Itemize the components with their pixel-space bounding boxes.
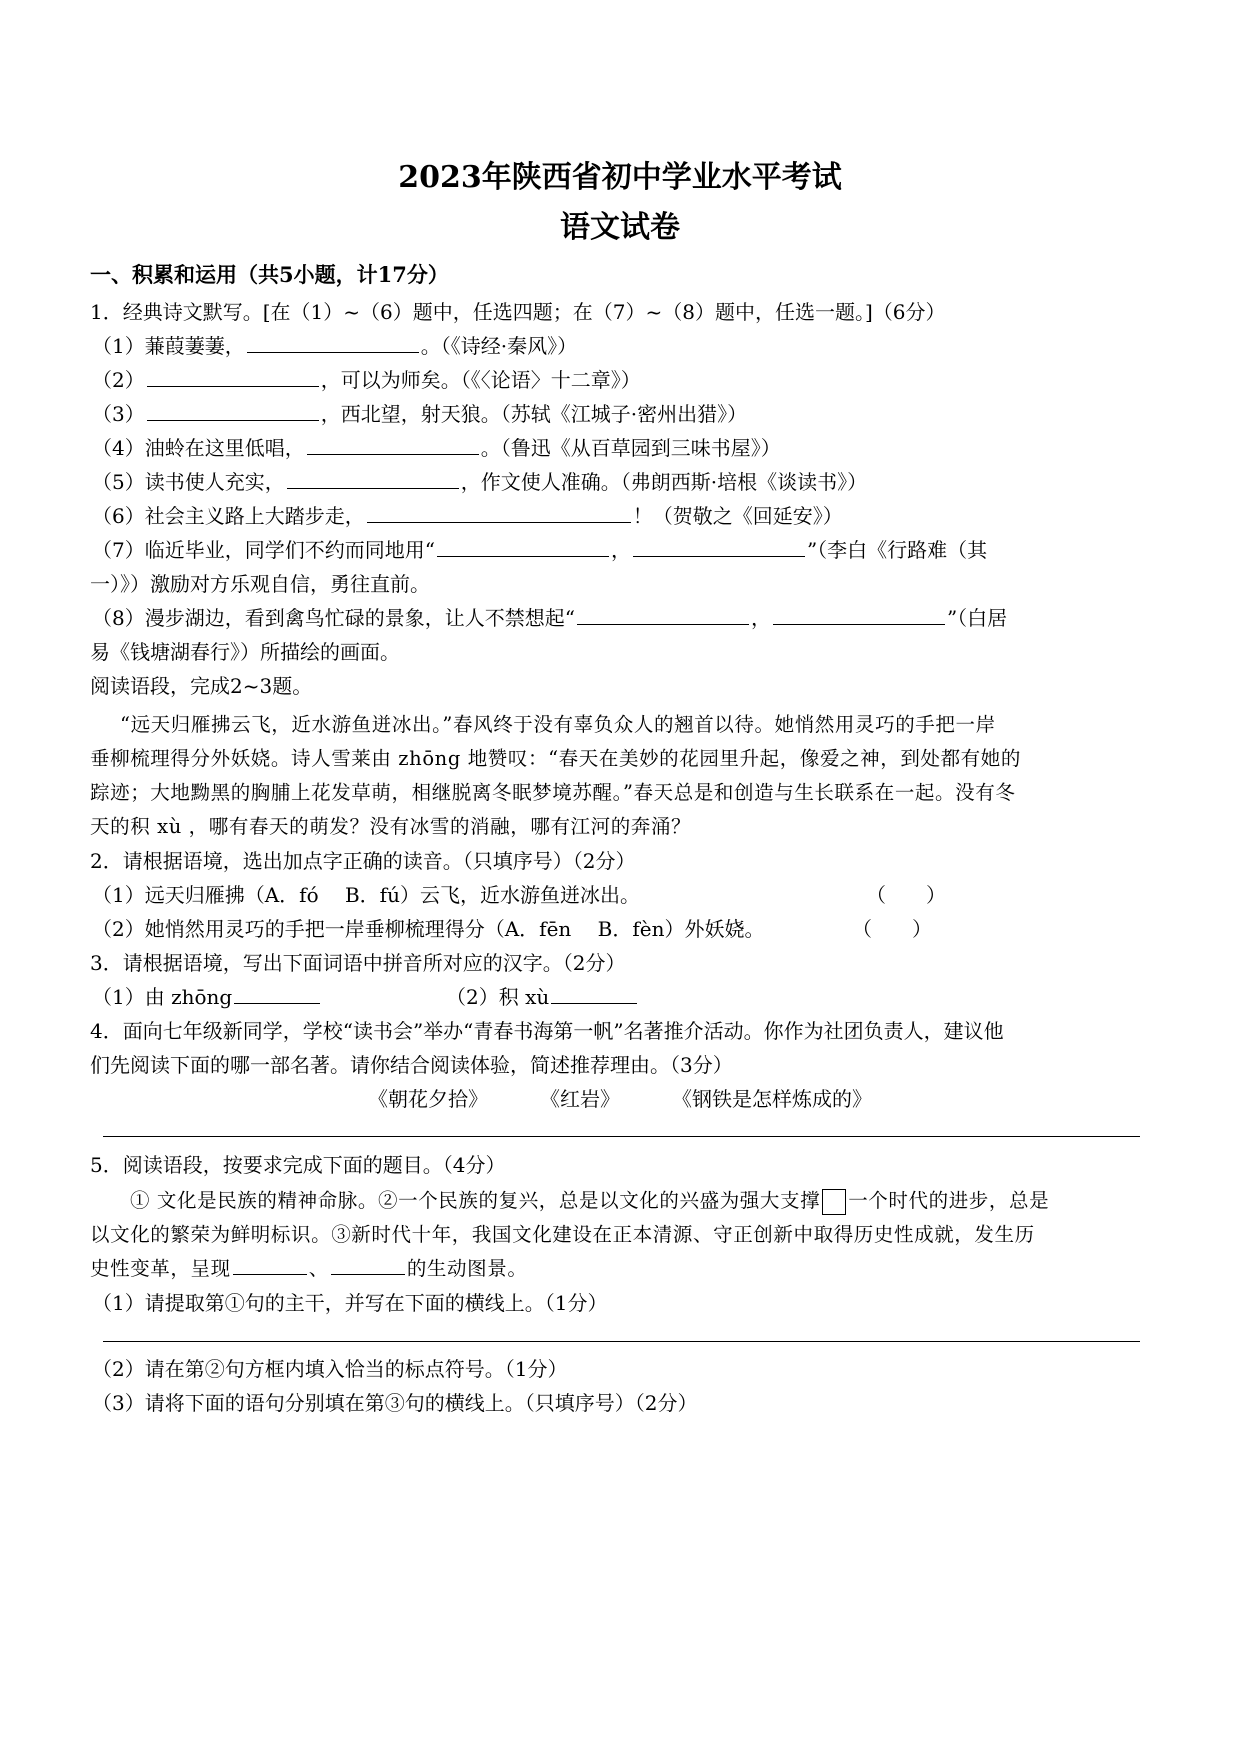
answer-blank[interactable]	[247, 332, 419, 353]
exam-title: 2023年陕西省初中学业水平考试	[398, 160, 842, 195]
q4-book-1: 《朝花夕拾》	[368, 1087, 488, 1111]
q3-item-2: （2）积 xù	[446, 982, 639, 1012]
q4-book-3: 《钢铁是怎样炼成的》	[672, 1087, 872, 1111]
q2-answer-paren-2[interactable]: （ ）	[852, 917, 932, 941]
exam-subtitle: 语文试卷	[560, 210, 680, 245]
answer-blank[interactable]	[437, 536, 609, 557]
q5-sub-3: （3）请将下面的语句分别填在第③句的横线上。（只填序号）（2分）	[92, 1391, 698, 1415]
q1-item-7: （7）临近毕业，同学们不约而同地用“ ， ”（李白《行路难（其	[92, 538, 988, 562]
q5-answer-line[interactable]	[103, 1341, 1140, 1342]
reading-paragraph-line: 垂柳梳理得分外妖娆。诗人雪莱由 zhōng 地赞叹：“春天在美妙的花园里升起，像爱之神，到处都有她的	[90, 747, 1021, 770]
answer-blank[interactable]	[307, 434, 479, 455]
answer-blank[interactable]	[234, 983, 320, 1004]
answer-blank[interactable]	[147, 366, 319, 387]
reading-intro: 阅读语段，完成2~3题。	[90, 674, 313, 698]
reading-paragraph-line: “远天归雁拂云飞，近水游鱼迸冰出。”春风终于没有辜负众人的翘首以待。她悄然用灵巧的手把一岸	[120, 713, 996, 736]
answer-blank[interactable]	[147, 400, 319, 421]
q4-stem-line-1: 4．面向七年级新同学，学校“读书会”举办“青春书海第一帆”名著推介活动。你作为社团负责人，建议他	[90, 1019, 1004, 1043]
answer-blank[interactable]	[287, 468, 459, 489]
q1-item-8-cont: 易《钱塘湖春行》）所描绘的画面。	[90, 640, 400, 664]
q1-stem: 1．经典诗文默写。[在（1）~（6）题中，任选四题；在（7）~（8）题中，任选一题。]（6分）	[90, 300, 946, 324]
q5-paragraph-line-3: 史性变革，呈现 、 的生动图景。	[90, 1254, 527, 1284]
answer-blank[interactable]	[633, 536, 805, 557]
q1-item-8: （8）漫步湖边，看到禽鸟忙碌的景象，让人不禁想起“ ， ”（白居	[92, 606, 1008, 630]
q3-item-1: （1）由 zhōng	[92, 982, 322, 1012]
q1-item-2: （2） ，可以为师矣。（《〈论语〉十二章》）	[92, 368, 641, 392]
q4-answer-line[interactable]	[103, 1136, 1140, 1137]
section-heading: 一、积累和运用（共5小题，计17分）	[90, 262, 449, 287]
q2-item-2: （2）她悄然用灵巧的手把一岸垂柳梳理得分（A．fēn B．fèn）外妖娆。	[92, 917, 765, 941]
answer-blank[interactable]	[331, 1254, 405, 1275]
q1-item-5: （5）读书使人充实， ，作文使人准确。（弗朗西斯·培根《谈读书》）	[92, 470, 868, 494]
q3-stem: 3．请根据语境，写出下面词语中拼音所对应的汉字。（2分）	[90, 951, 626, 975]
q5-stem: 5．阅读语段，按要求完成下面的题目。（4分）	[90, 1153, 506, 1177]
q5-paragraph-line-1: ① 文化是民族的精神命脉。②一个民族的复兴，总是以文化的兴盛为强大支撑 一个时代的进步，总是	[130, 1186, 1049, 1216]
q5-sub-2: （2）请在第②句方框内填入恰当的标点符号。（1分）	[92, 1357, 568, 1381]
answer-blank[interactable]	[551, 983, 637, 1004]
answer-blank[interactable]	[773, 604, 945, 625]
answer-blank[interactable]	[233, 1254, 307, 1275]
q4-book-2: 《红岩》	[540, 1087, 620, 1111]
answer-blank[interactable]	[367, 502, 631, 523]
q2-stem: 2．请根据语境，选出加点字正确的读音。（只填序号）（2分）	[90, 849, 636, 873]
q1-item-4: （4）油蛉在这里低唱， 。（鲁迅《从百草园到三味书屋》）	[92, 436, 781, 460]
q1-item-1: （1）蒹葭萋萋， 。（《诗经·秦风》）	[92, 334, 578, 358]
reading-paragraph-line: 踪迹；大地黝黑的胸脯上花发草萌，相继脱离冬眠梦境苏醒。”春天总是和创造与生长联系在一起。没有冬	[90, 781, 1016, 804]
q2-item-1: （1）远天归雁拂（A．fó B．fú）云飞，近水游鱼迸冰出。	[92, 883, 640, 907]
q5-sub-1: （1）请提取第①句的主干，并写在下面的横线上。（1分）	[92, 1291, 608, 1315]
q4-stem-line-2: 们先阅读下面的哪一部名著。请你结合阅读体验，简述推荐理由。（3分）	[90, 1053, 733, 1077]
q1-item-6: （6）社会主义路上大踏步走， ！（贺敬之《回延安》）	[92, 504, 843, 528]
answer-blank[interactable]	[577, 604, 749, 625]
q2-answer-paren-1[interactable]: （ ）	[866, 883, 946, 907]
q1-item-7-cont: 一）》）激励对方乐观自信，勇往直前。	[90, 572, 430, 596]
reading-paragraph-line: 天的积 xù ，哪有春天的萌发？没有冰雪的消融，哪有江河的奔涌？	[90, 815, 692, 838]
q1-item-3: （3） ，西北望，射天狼。（苏轼《江城子·密州出猎》）	[92, 402, 748, 426]
q5-paragraph-line-2: 以文化的繁荣为鲜明标识。③新时代十年，我国文化建设在正本清源、守正创新中取得历史性成就，发生历	[90, 1223, 1035, 1246]
punctuation-box[interactable]	[822, 1189, 846, 1215]
